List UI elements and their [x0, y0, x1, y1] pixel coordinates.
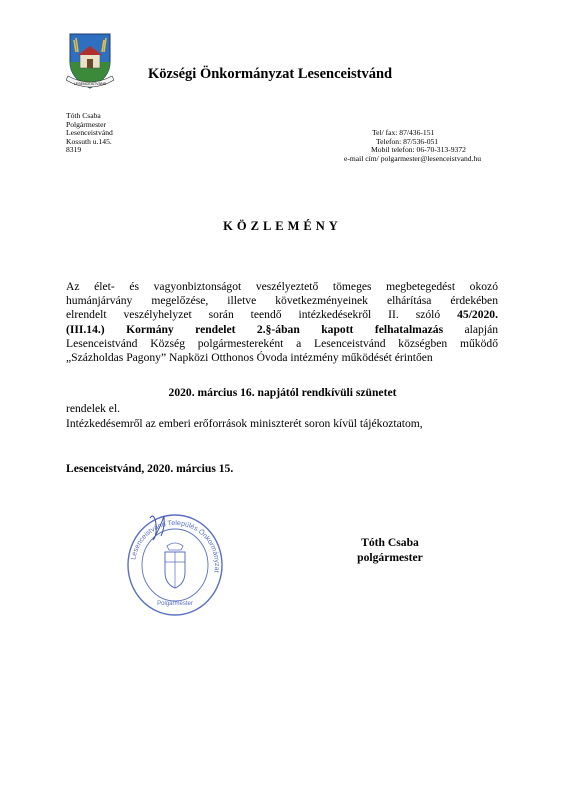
- sender-name: Tóth Csaba: [66, 111, 101, 120]
- sender-address: [66, 112, 113, 155]
- sender-zip: 8319: [66, 145, 82, 155]
- announcement-body: [66, 280, 498, 365]
- signer-title: polgármester: [357, 551, 423, 564]
- coat-of-arms-icon: [66, 32, 114, 92]
- stamp-ring-text: Lesenceistvánd Település Önkormányzat: [130, 519, 221, 574]
- place-and-date: Lesenceistvánd, 2020. március 15.: [66, 462, 234, 475]
- body-line: Az élet- és vagyonbiztonságot veszélyeztető tömeges megbetegedést okozó: [66, 280, 498, 293]
- mobile-phone: Mobil telefon: 06-70-313-9372: [371, 145, 466, 155]
- signer-name: Tóth Csaba: [361, 536, 419, 549]
- sender-role: Polgármester: [66, 119, 107, 129]
- signature-block: [340, 535, 440, 565]
- decree-line: rendelek el.: [66, 402, 121, 415]
- body-line: elrendelt veszélyhelyzet során teendő intézkedésekről II. szóló 45/2020.: [66, 308, 498, 322]
- body-line: (III.14.) Kormány rendelet 2.§-ában kapott felhatalmazás alapján: [66, 322, 498, 336]
- body-line: „Százholdas Pagony” Napközi Otthonos Óvoda intézmény működését érintően: [66, 350, 433, 364]
- organization-title: Községi Önkormányzat Lesenceistvánd: [148, 66, 393, 82]
- crest-banner-text: LESENCEISTVÁND: [73, 82, 107, 86]
- body-line: Lesenceistvánd Község polgármestereként a Lesenceistvánd községben működő: [66, 336, 498, 350]
- sender-street: Kossuth u.145.: [66, 136, 112, 146]
- contact-info: [344, 129, 481, 163]
- document-heading: KÖZLEMÉNY: [223, 219, 342, 233]
- sender-city: Lesenceistvánd: [66, 128, 113, 138]
- official-stamp-icon: [120, 510, 230, 620]
- decree-text: [66, 402, 423, 431]
- decree-line: Intézkedésemről az emberi erőforrások miniszterét soron kívül tájékoztatom,: [66, 416, 423, 430]
- body-line: humánjárvány megelőzése, illetve következményeinek elhárítása érdekében: [66, 294, 498, 308]
- tel-fax: Tel/ fax: 87/436-151: [372, 128, 435, 137]
- telephone: Telefon: 87/536-051: [376, 136, 439, 146]
- email-address: e-mail cím/ polgarmester@lesenceistvand.hu: [344, 153, 482, 163]
- closure-date: 2020. március 16. napjától rendkívüli szünetet: [168, 386, 397, 399]
- stamp-bottom-text: Polgármester: [157, 601, 193, 607]
